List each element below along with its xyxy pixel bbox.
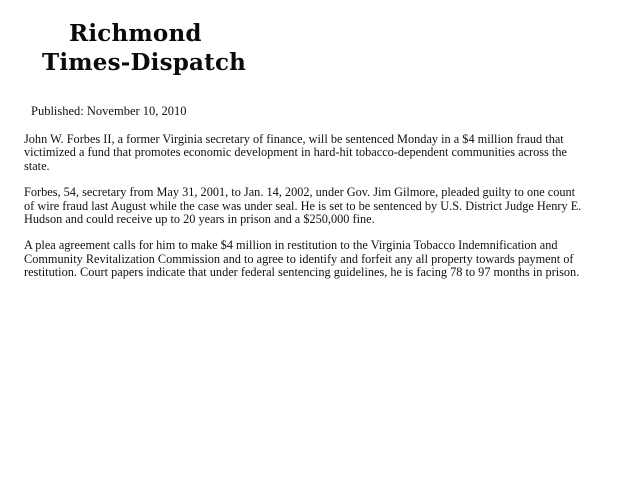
article-paragraph-1: John W. Forbes II, a former Virginia secretary of finance, will be sentenced Monday in a $4 million fraud that victimized a fund that promotes economic development in hard-hit tobacco-dependent communities across the state. [24, 132, 567, 173]
masthead-line-1: Richmond [69, 20, 202, 47]
article-body [24, 133, 584, 293]
article-paragraph-3: A plea agreement calls for him to make $4 million in restitution to the Virginia Tobacco Indemnification and Community Revitalization Commission and to agree to identify and forfeit any all property towards payment of restitution. Court papers indicate that under federal sentencing guidelines, he is facing 78 to 97 months in prison. [24, 238, 580, 280]
published-date: Published: November 10, 2010 [31, 104, 187, 118]
article-paragraph-2: Forbes, 54, secretary from May 31, 2001, to Jan. 14, 2002, under Gov. Jim Gilmore, pleaded guilty to one count of wire fraud last August while the case was under seal. He is set to be sentenced by U.S. District Judge Henry E. Hudson and could receive up to 20 years in prison and a $250,000 fine. [24, 185, 582, 227]
masthead-line-2: Times-Dispatch [42, 49, 247, 76]
newspaper-masthead [42, 20, 247, 82]
